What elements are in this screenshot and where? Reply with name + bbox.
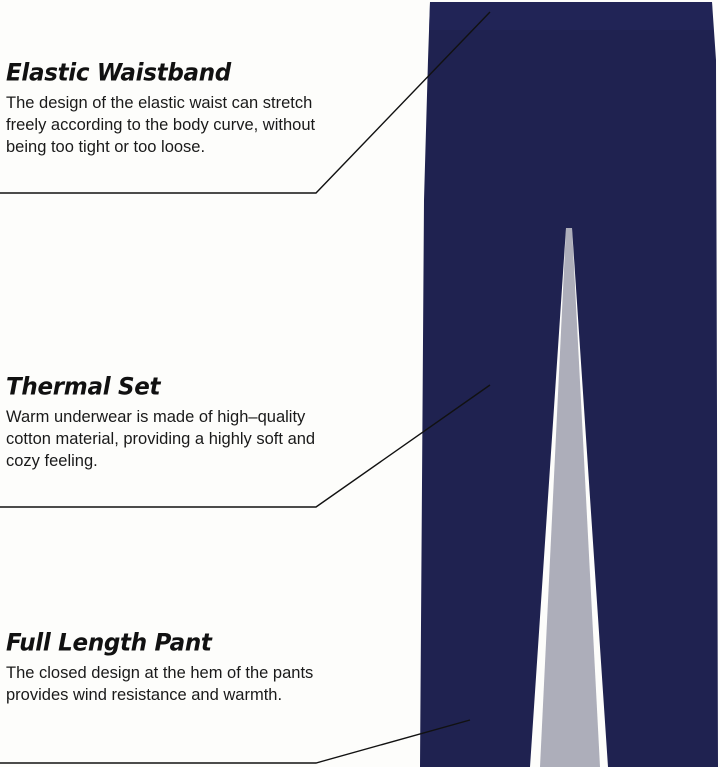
- feature-title: Full Length Pant: [6, 629, 212, 657]
- feature-elastic-waistband: [6, 60, 326, 158]
- feature-title: Thermal Set: [6, 373, 161, 401]
- feature-description: Warm underwear is made of high–quality cotton material, providing a highly soft and cozy feeling.: [6, 408, 316, 470]
- leader-line-length: [0, 720, 470, 763]
- feature-description: The design of the elastic waist can stretch freely according to the body curve, without being too tight or too loose.: [6, 94, 316, 156]
- feature-title: Elastic Waistband: [6, 59, 231, 87]
- feature-thermal-set: [6, 374, 326, 472]
- feature-description: The closed design at the hem of the pants provides wind resistance and warmth.: [6, 664, 314, 704]
- feature-full-length-pant: [6, 630, 326, 706]
- waistband-shading: [429, 2, 713, 30]
